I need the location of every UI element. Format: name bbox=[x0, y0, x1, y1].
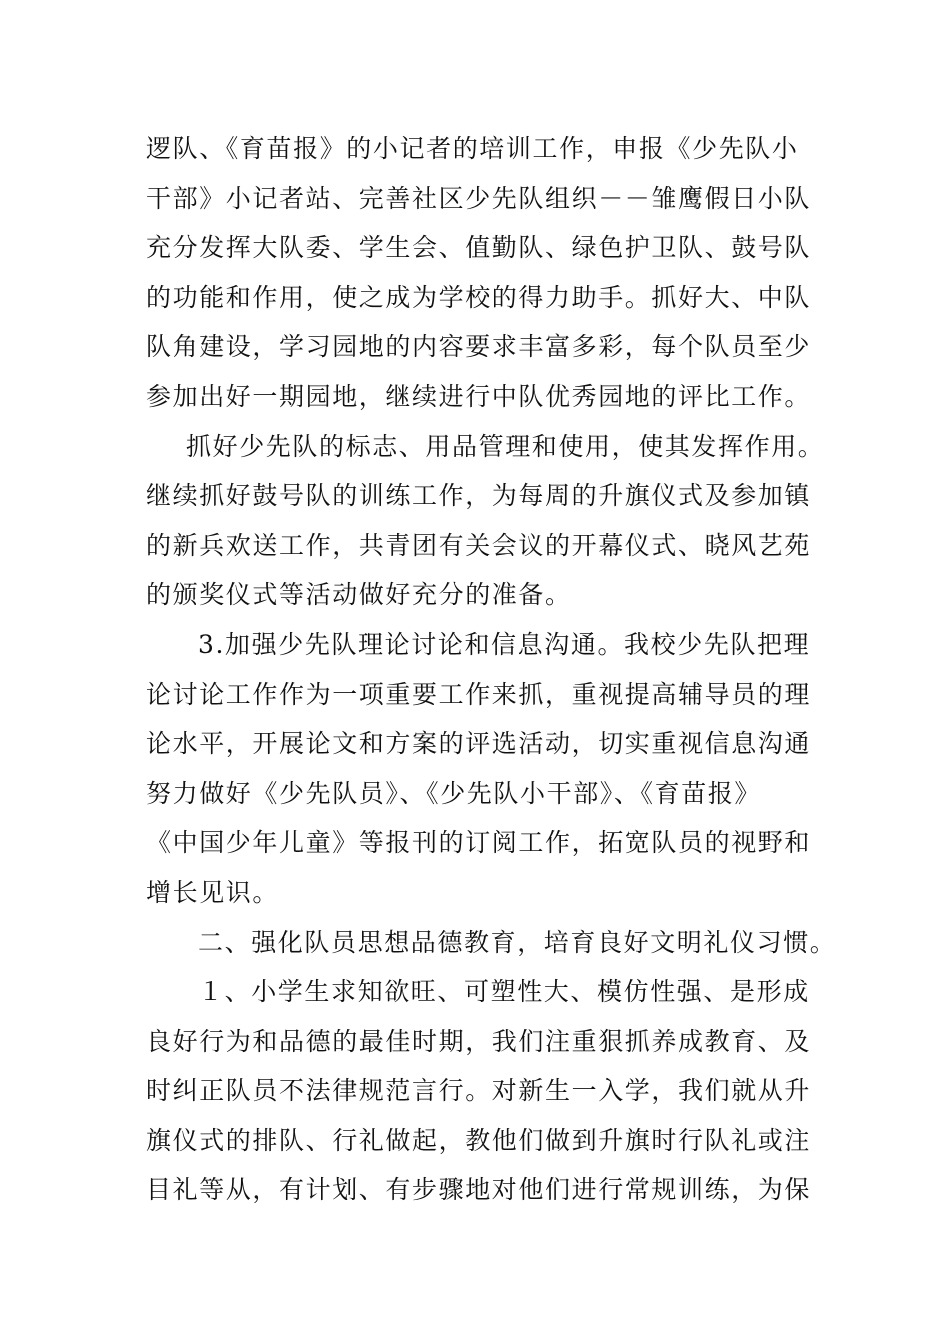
text-line: 干部》小记者站、完善社区少先队组织－－雏鹰假日小队 bbox=[146, 183, 812, 213]
text-line: 参加出好一期园地，继续进行中队优秀园地的评比工作。 bbox=[146, 381, 812, 411]
text-line: 的新兵欢送工作，共青团有关会议的开幕仪式、晓风艺苑 bbox=[146, 530, 812, 560]
text-line: 3.加强少先队理论讨论和信息沟通。我校少先队把理 bbox=[198, 629, 811, 659]
text-line: 抓好少先队的标志、用品管理和使用，使其发挥作用。 bbox=[186, 431, 825, 461]
text-line: 逻队、《育苗报》的小记者的培训工作，申报《少先队小 bbox=[146, 134, 799, 163]
section-heading: 二、强化队员思想品德教育，培育良好文明礼仪习惯。 bbox=[198, 927, 837, 957]
text-line: 《中国少年儿童》等报刊的订阅工作，拓宽队员的视野和 bbox=[146, 828, 812, 858]
text-line: 良好行为和品德的最佳时期，我们注重狠抓养成教育、及 bbox=[146, 1026, 812, 1056]
text-line: 队角建设，学习园地的内容要求丰富多彩，每个队员至少 bbox=[146, 332, 812, 362]
text-line: 的功能和作用，使之成为学校的得力助手。抓好大、中队 bbox=[146, 282, 812, 312]
text-line: 充分发挥大队委、学生会、值勤队、绿色护卫队、鼓号队 bbox=[146, 233, 812, 263]
text-line: 旗仪式的排队、行礼做起，教他们做到升旗时行队礼或注 bbox=[146, 1125, 812, 1155]
text-line: 增长见识。 bbox=[146, 877, 280, 907]
text-line: 时纠正队员不法律规范言行。对新生一入学，我们就从升 bbox=[146, 1076, 812, 1106]
text-line: 论讨论工作作为一项重要工作来抓，重视提高辅导员的理 bbox=[146, 679, 812, 709]
text-line: 努力做好《少先队员》、《少先队小干部》、《育苗报》 bbox=[146, 778, 762, 808]
document-body bbox=[146, 124, 837, 1215]
text-line: １、小学生求知欲旺、可塑性大、模仿性强、是形成 bbox=[198, 977, 810, 1007]
text-line: 的颁奖仪式等活动做好充分的准备。 bbox=[146, 580, 572, 610]
text-line: 继续抓好鼓号队的训练工作，为每周的升旗仪式及参加镇 bbox=[146, 481, 812, 511]
text-line: 论水平，开展论文和方案的评选活动，切实重视信息沟通 bbox=[146, 729, 812, 759]
text-line: 目礼等从，有计划、有步骤地对他们进行常规训练，为保 bbox=[146, 1175, 812, 1205]
